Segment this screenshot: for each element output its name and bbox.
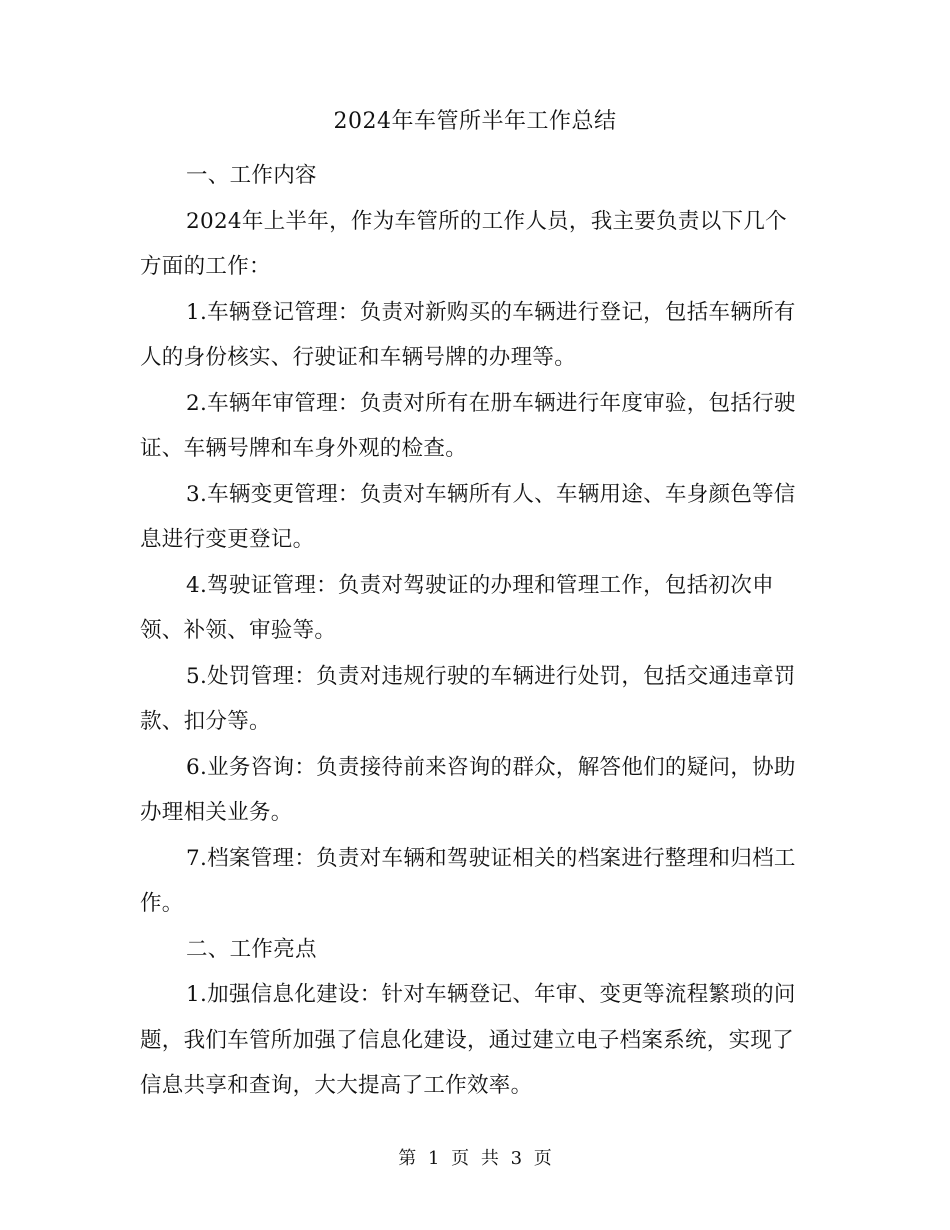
list-item-driver-license: 4.驾驶证管理：负责对驾驶证的办理和管理工作，包括初次申领、补领、审验等。: [140, 572, 774, 643]
page-footer: 第 1 页 共 3 页: [398, 1148, 552, 1169]
document-title: 2024年车管所半年工作总结: [333, 109, 617, 134]
document-body: [140, 153, 800, 1109]
list-item-vehicle-registration: 1.车辆登记管理：负责对新购买的车辆进行登记，包括车辆所有人的身份核实、行驶证和车辆号牌的办理等。: [140, 299, 796, 370]
list-item-annual-inspection: 2.车辆年审管理：负责对所有在册车辆进行年度审验，包括行驶证、车辆号牌和车身外观的检查。: [140, 390, 796, 461]
list-item-informatization: 1.加强信息化建设：针对车辆登记、年审、变更等流程繁琐的问题，我们车管所加强了信息化建设，通过建立电子档案系统，实现了信息共享和查询，大大提高了工作效率。: [140, 982, 796, 1098]
section-heading-work-content: 一、工作内容: [186, 163, 317, 188]
list-item-consultation: 6.业务咨询：负责接待前来咨询的群众，解答他们的疑问，协助办理相关业务。: [140, 754, 796, 825]
list-item-archive: 7.档案管理：负责对车辆和驾驶证相关的档案进行整理和归档工作。: [140, 845, 796, 916]
intro-paragraph: 2024年上半年，作为车管所的工作人员，我主要负责以下几个方面的工作：: [140, 208, 787, 279]
list-item-penalty: 5.处罚管理：负责对违规行驶的车辆进行处罚，包括交通违章罚款、扣分等。: [140, 663, 796, 734]
section-heading-highlights: 二、工作亮点: [186, 936, 317, 962]
list-item-vehicle-change: 3.车辆变更管理：负责对车辆所有人、车辆用途、车身颜色等信息进行变更登记。: [140, 481, 796, 552]
